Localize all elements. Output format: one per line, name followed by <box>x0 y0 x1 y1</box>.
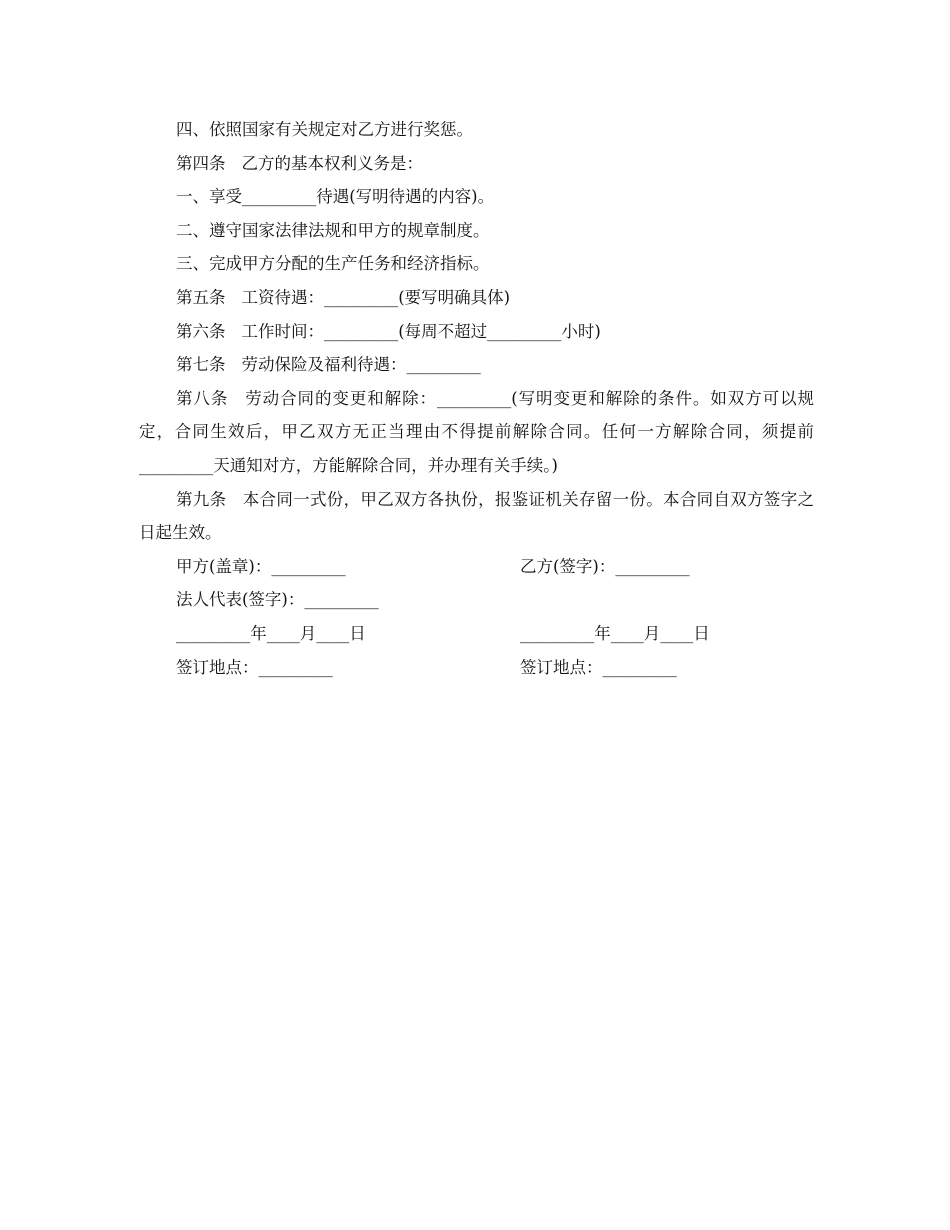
article-9 <box>139 483 814 550</box>
party-a-place-line: 签订地点：_________ <box>176 657 333 677</box>
legal-rep-sign-line: 法人代表(签字)：_________ <box>176 590 379 610</box>
article-5-text: 工资待遇：_________(要写明确具体) <box>241 287 511 307</box>
signature-row-legal-rep <box>139 583 814 617</box>
party-a-seal-line: 甲方(盖章)：_________ <box>176 556 346 576</box>
party-b-place-line: 签订地点：_________ <box>520 657 677 677</box>
party-b-sign-line: 乙方(签字)：_________ <box>520 556 690 576</box>
article-4 <box>139 147 814 181</box>
party-a-date-line: _________年____月____日 <box>176 623 366 643</box>
article-6-number: 第六条 <box>176 321 226 341</box>
article-9-text: 本合同一式份，甲乙双方各执份，报鉴证机关存留一份。本合同自双方签字之日起生效。 <box>139 489 815 543</box>
contract-body <box>139 113 814 684</box>
signature-row-dates <box>139 617 814 651</box>
article-7 <box>139 348 814 382</box>
article-9-number: 第九条 <box>176 489 227 509</box>
article-5 <box>139 281 814 315</box>
duty-2 <box>139 214 814 248</box>
article-7-text: 劳动保险及福利待遇：_________ <box>241 355 481 375</box>
signature-row-places <box>139 651 814 685</box>
duty-2-text: 二、遵守国家法律法规和甲方的规章制度。 <box>176 220 490 240</box>
article-6-text: 工作时间：_________(每周不超过_________小时) <box>241 321 601 341</box>
article-8-text: 劳动合同的变更和解除：_________(写明变更和解除的条件。如双方可以规定，合同生效后，甲乙双方无正当理由不得提前解除合同。任何一方解除合同，须提前_________天通知对方，方能解除合同，并办理有关手续。) <box>139 388 815 475</box>
article-7-number: 第七条 <box>176 355 226 375</box>
signature-row-parties <box>139 550 814 584</box>
clause-item-4 <box>139 113 814 147</box>
duty-1 <box>139 180 814 214</box>
duty-1-text: 一、享受_________待遇(写明待遇的内容)。 <box>176 187 495 207</box>
article-6 <box>139 315 814 349</box>
duty-3-text: 三、完成甲方分配的生产任务和经济指标。 <box>176 254 490 274</box>
article-5-number: 第五条 <box>176 287 226 307</box>
article-4-number: 第四条 <box>176 153 226 173</box>
duty-3 <box>139 247 814 281</box>
party-b-date-line: _________年____月____日 <box>520 623 710 643</box>
article-8 <box>139 382 814 483</box>
clause-item-4-text: 四、依照国家有关规定对乙方进行奖惩。 <box>176 120 473 139</box>
article-8-number: 第八条 <box>176 388 229 408</box>
article-4-text: 乙方的基本权利义务是： <box>241 153 423 173</box>
